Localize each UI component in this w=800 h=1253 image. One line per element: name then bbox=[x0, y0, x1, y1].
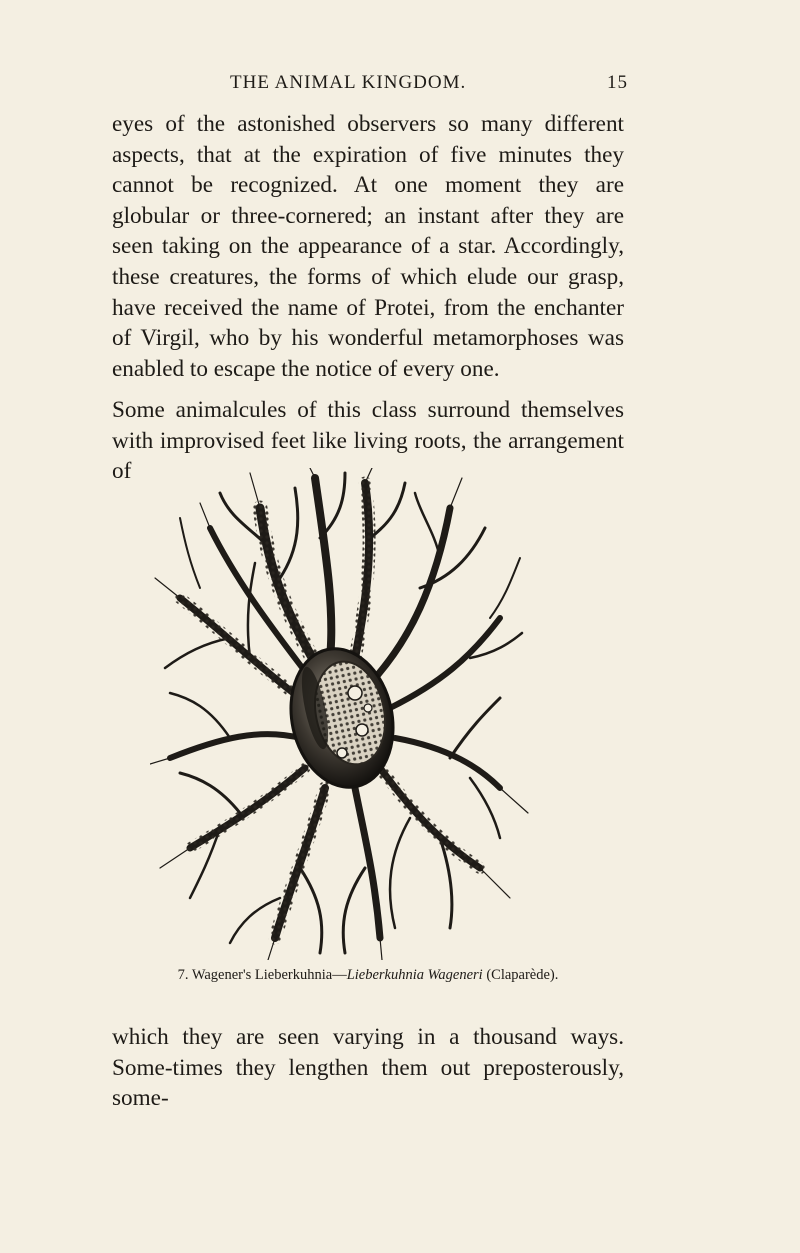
figure-caption bbox=[112, 967, 624, 984]
page-number: 15 bbox=[607, 72, 628, 93]
paragraph-1: eyes of the astonished observers so many different aspects, that at the expiration of five minutes they cannot be recognized. At one moment they are globular or three-cornered; an instant after they are seen taking on the appearance of a star. Accordingly, these creatures, the forms of which elude our grasp, have received the name of Protei, from the enchanter of Virgil, who by his wonderful metamorphoses was enabled to escape the notice of every one. bbox=[112, 111, 624, 382]
paragraph-2: Some animalcules of this class surround themselves with improvised feet like living roots, the arrangement of bbox=[112, 397, 624, 485]
header-title: THE ANIMAL KINGDOM. bbox=[230, 72, 467, 93]
caption-suffix: (Claparède). bbox=[482, 967, 559, 983]
lieberkuhnia-illustration bbox=[150, 468, 530, 960]
caption-prefix: 7. Wagener's Lieberkuhnia— bbox=[177, 967, 347, 983]
paragraph-3: which they are seen varying in a thousand ways. Some-times they lengthen them out preposterously, some- bbox=[112, 1024, 624, 1112]
caption-species: Lieberkuhnia Wageneri bbox=[346, 967, 483, 983]
